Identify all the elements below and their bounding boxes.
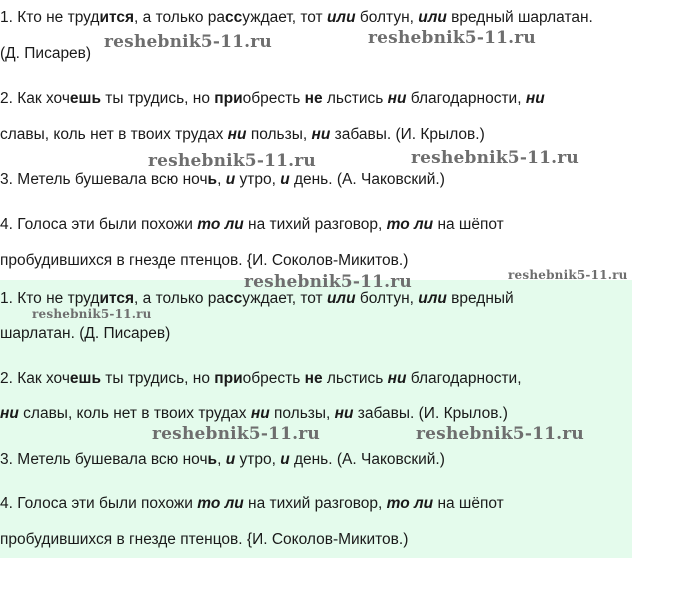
b1-sentence-2-line-2: славы, коль нет в твоих трудах ни пользы, ни забавы. (И. Крылов.) xyxy=(0,126,485,143)
b2-sentence-4-line-2: пробудившихся в гнезде птенцов. {И. Соколов-Микитов.) xyxy=(0,531,409,548)
b1-sentence-1-line-1: 1. Кто не трудится, а только рассуждает, тот или болтун, или вредный шарлатан. xyxy=(0,9,593,26)
b2-sentence-3: 3. Метель бушевала всю ночь, и утро, и день. (А. Чаковский.) xyxy=(0,451,445,468)
watermark: reshebnik5-11.ru xyxy=(411,148,579,168)
b2-sentence-2-line-1: 2. Как хочешь ты трудись, но приобресть не льстись ни благодарности, xyxy=(0,370,522,387)
b1-sentence-4-line-2: пробудившихся в гнезде птенцов. {И. Соколов-Микитов.) xyxy=(0,252,409,269)
watermark: reshebnik5-11.ru xyxy=(104,32,272,52)
watermark: reshebnik5-11.ru xyxy=(508,268,628,282)
b2-sentence-2-line-2: ни славы, коль нет в твоих трудах ни пользы, ни забавы. (И. Крылов.) xyxy=(0,405,508,422)
watermark: reshebnik5-11.ru xyxy=(244,272,412,292)
watermark: reshebnik5-11.ru xyxy=(148,151,316,171)
b2-sentence-4-line-1: 4. Голоса эти были похожи то ли на тихий разговор, то ли на шёпот xyxy=(0,495,504,512)
watermark: reshebnik5-11.ru xyxy=(416,424,584,444)
watermark: reshebnik5-11.ru xyxy=(32,307,152,321)
watermark: reshebnik5-11.ru xyxy=(368,28,536,48)
b2-sentence-1-line-1: 1. Кто не трудится, а только рассуждает, тот или болтун, или вредный xyxy=(0,290,514,307)
b2-sentence-1-line-2: шарлатан. (Д. Писарев) xyxy=(0,325,171,342)
b1-sentence-2-line-1: 2. Как хочешь ты трудись, но приобресть не льстись ни благодарности, ни xyxy=(0,90,545,107)
b1-sentence-1-line-2: (Д. Писарев) xyxy=(0,45,92,62)
watermark: reshebnik5-11.ru xyxy=(152,424,320,444)
b1-sentence-3: 3. Метель бушевала всю ночь, и утро, и день. (А. Чаковский.) xyxy=(0,171,445,188)
b1-sentence-4-line-1: 4. Голоса эти были похожи то ли на тихий разговор, то ли на шёпот xyxy=(0,216,504,233)
